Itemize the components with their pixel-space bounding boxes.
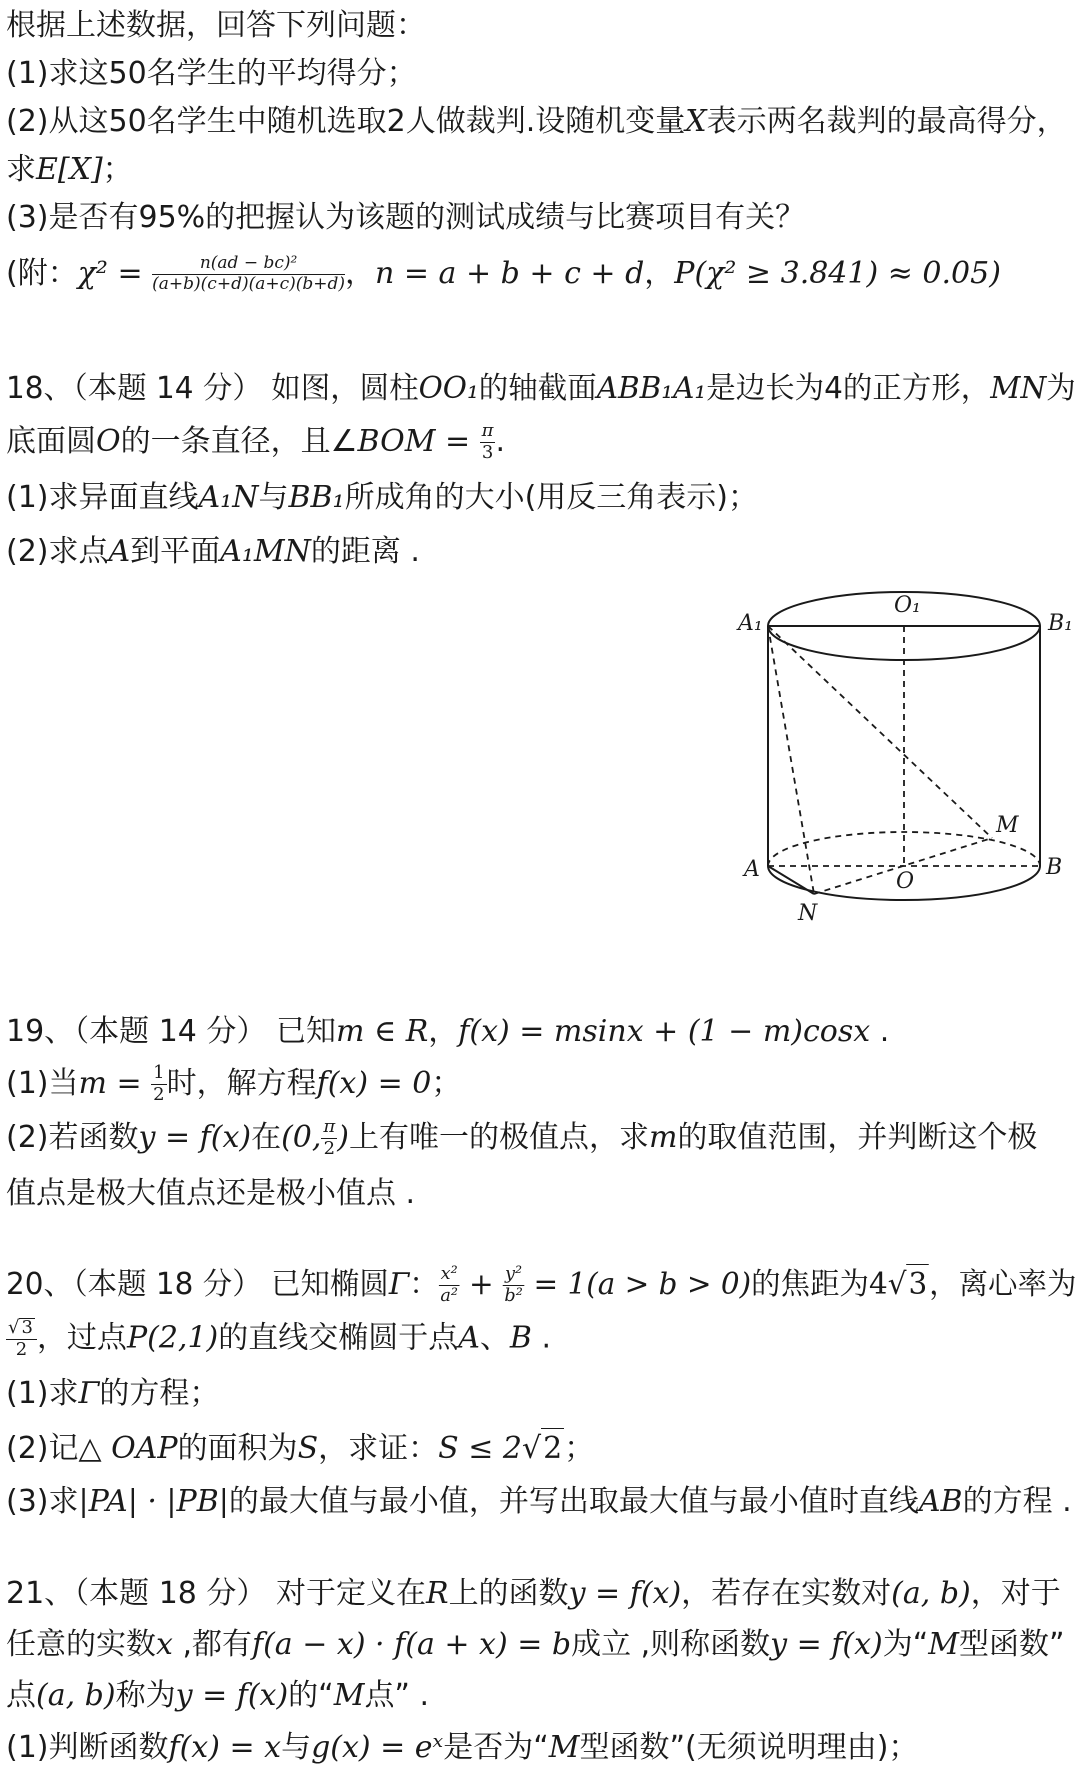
text: 求: [6, 152, 36, 187]
math: f(x) = msinx + (1 − m)cosx: [458, 1014, 871, 1049]
text: (2)记△: [6, 1431, 112, 1466]
text: 根据上述数据，回答下列问题：: [6, 8, 426, 43]
text: 任意的实数: [6, 1627, 156, 1662]
question-19-line: [6, 1064, 461, 1105]
label-A: A: [744, 857, 760, 882]
text: ，: [428, 1014, 459, 1049]
numerator: n(ad − bc)²: [152, 255, 345, 275]
text: (2)从这50名学生中随机选取2人做裁判.设随机变量: [6, 104, 686, 139]
math: = 1(a > b > 0): [524, 1267, 752, 1302]
question-19-line: [6, 1012, 889, 1052]
text: (1)求异面直线: [6, 480, 199, 515]
text: ，离心率为: [929, 1267, 1077, 1302]
radicand: 3: [21, 1317, 33, 1338]
math: m: [648, 1120, 678, 1155]
denominator: 2: [323, 1138, 336, 1159]
text: (1)当: [6, 1066, 79, 1101]
text: ；: [102, 152, 133, 187]
text: 的焦距为: [751, 1267, 869, 1302]
cylinder-figure: [730, 588, 1080, 928]
fraction: [6, 1318, 37, 1360]
radicand: 2: [541, 1428, 564, 1469]
text: 的最大值与最小值，并写出取最大值与最小值时直线: [228, 1484, 919, 1519]
text: 20、（本题 18 分） 已知椭圆: [6, 1267, 389, 1302]
text: 的直线交椭圆于点: [218, 1320, 459, 1356]
label-A1: A₁: [738, 611, 763, 636]
math: y = f(x): [138, 1120, 252, 1155]
math: A₁MN: [220, 534, 311, 569]
question-18-line: [6, 478, 758, 518]
text: 上的函数: [448, 1576, 569, 1611]
fraction: [151, 1064, 166, 1105]
question-20-line: [6, 1264, 1076, 1306]
label-N: N: [798, 901, 818, 926]
label-B1: B₁: [1048, 611, 1073, 636]
text: (附：: [6, 256, 78, 291]
math: f(x) = 0: [316, 1066, 432, 1101]
question-20-line: [6, 1374, 219, 1414]
text: 型函数”: [959, 1627, 1065, 1662]
numerator: π: [323, 1116, 336, 1138]
denominator: a²: [440, 1285, 459, 1306]
text: 的方程；: [99, 1376, 220, 1411]
label-O1: O₁: [894, 593, 921, 618]
math: |PA| · |PB|: [78, 1484, 229, 1519]
text: 到平面: [130, 534, 221, 569]
denominator: 2: [153, 1084, 165, 1105]
text: ，求证：: [318, 1431, 439, 1466]
text: 19、（本题 14 分） 已知: [6, 1014, 336, 1049]
math: MN: [990, 371, 1047, 406]
math: ): [337, 1120, 349, 1155]
question-18-line: [6, 532, 420, 572]
fraction: [480, 422, 496, 463]
text: ，: [644, 256, 675, 291]
text: 值点是极大值点还是极小值点 .: [6, 1176, 416, 1211]
math: m ∈ R: [335, 1014, 429, 1049]
label-O: O: [896, 869, 915, 894]
text: (1)求: [6, 1376, 79, 1411]
math: OAP: [111, 1431, 178, 1466]
question-18-line: [6, 369, 1076, 409]
text: .: [870, 1014, 890, 1049]
math: M: [548, 1730, 580, 1765]
question-20-line: [6, 1318, 551, 1360]
text: 的面积为: [177, 1431, 298, 1466]
question-21-line: [6, 1574, 1061, 1614]
text: ：: [409, 1267, 439, 1302]
math: S: [297, 1431, 319, 1466]
text: 是否为“: [443, 1730, 549, 1765]
text: 的距离 .: [310, 534, 420, 569]
question-21-line: [6, 1676, 429, 1716]
math: P(2,1): [126, 1320, 219, 1356]
text: 的轴截面: [478, 371, 597, 406]
math: Γ: [78, 1376, 100, 1411]
text: (2)若函数: [6, 1120, 139, 1155]
text: 底面圆: [6, 424, 96, 459]
denominator: 3: [481, 442, 494, 463]
math: ABB₁A₁: [596, 371, 707, 406]
text: .: [531, 1320, 552, 1356]
question-21-line: [6, 1625, 1065, 1665]
fraction: [321, 1118, 337, 1159]
math: g(x) = eˣ: [311, 1730, 444, 1765]
text: ，: [345, 256, 376, 291]
math: A: [458, 1320, 480, 1356]
sqrt-sign: √: [521, 1431, 542, 1466]
math: A: [108, 534, 131, 569]
math: (a, b): [36, 1678, 116, 1713]
denominator: 2: [15, 1338, 28, 1360]
question-21-line: [6, 1728, 918, 1768]
math: y = f(x): [568, 1576, 682, 1611]
text: 称为: [115, 1678, 176, 1713]
text: 为: [1046, 371, 1076, 406]
math: OO₁: [418, 371, 479, 406]
question-19-line: [6, 1118, 1037, 1159]
text: ；: [431, 1066, 462, 1101]
text: 所成角的大小(用反三角表示)；: [344, 480, 758, 515]
numerator: [6, 1318, 37, 1340]
math: AB: [918, 1484, 963, 1519]
text: 21、（本题 18 分） 对于定义在: [6, 1576, 426, 1611]
text: 点: [6, 1678, 36, 1713]
math: R: [425, 1576, 449, 1611]
text: 的方程 .: [962, 1484, 1072, 1519]
text: 与: [281, 1730, 312, 1765]
text: ；: [564, 1431, 595, 1466]
text: (3)求: [6, 1484, 79, 1519]
math: M: [333, 1678, 365, 1713]
text: (3)是否有95%的把握认为该题的测试成绩与比赛项目有关？: [6, 200, 806, 235]
text-line: [6, 54, 417, 94]
numerator: 1: [153, 1062, 165, 1084]
math: +: [459, 1267, 504, 1302]
math: y = f(x): [770, 1627, 883, 1662]
math: BOM =: [357, 424, 480, 459]
text-line: [6, 198, 805, 238]
math: Γ: [388, 1267, 410, 1302]
denominator: b²: [504, 1285, 523, 1306]
sqrt-sign: √: [887, 1267, 907, 1302]
text: 的“: [288, 1678, 334, 1713]
text: (2)求点: [6, 534, 109, 569]
question-18-line: [6, 422, 505, 463]
label-M: M: [996, 813, 1019, 838]
text: 上有唯一的极值点，求: [348, 1120, 649, 1155]
text: 、: [479, 1320, 510, 1356]
text-line: [6, 102, 1067, 142]
text: 时，解方程: [166, 1066, 317, 1101]
text: ，对于: [970, 1576, 1061, 1611]
math: f(a − x) · f(a + x) = b: [252, 1627, 572, 1662]
fraction: [503, 1265, 524, 1306]
text: 的一条直径，且∠: [120, 424, 358, 459]
text: ，过点: [36, 1320, 127, 1356]
question-20-line: [6, 1482, 1072, 1522]
text: 的取值范围，并判断这个极: [677, 1120, 1038, 1155]
text: ，若存在实数对: [681, 1576, 892, 1611]
math: BB₁: [288, 480, 345, 515]
math: n = a + b + c + d: [375, 256, 645, 291]
question-19-line: [6, 1174, 415, 1214]
math: O: [96, 424, 121, 459]
text: ,都有: [172, 1627, 252, 1662]
math: (0,: [281, 1120, 322, 1155]
segment-AN: [768, 866, 814, 894]
text: (1)判断函数: [6, 1730, 169, 1765]
math: χ² =: [77, 256, 153, 291]
label-B: B: [1046, 855, 1063, 880]
text: 型函数”(无须说明理由)；: [579, 1730, 919, 1765]
text: 成立 ,则称函数: [571, 1627, 771, 1662]
radicand: 3: [906, 1264, 929, 1305]
fraction: [439, 1265, 460, 1306]
denominator: (a+b)(c+d)(a+c)(b+d): [152, 274, 346, 294]
text: 为“: [882, 1627, 929, 1662]
math: S ≤ 2: [438, 1431, 522, 1466]
math: 4: [868, 1267, 888, 1302]
numerator: π: [481, 420, 494, 442]
math: M: [928, 1627, 960, 1662]
math: m =: [78, 1066, 152, 1101]
text-line: [6, 150, 133, 190]
sqrt-sign: √: [8, 1317, 20, 1338]
math: f(x) = x: [168, 1730, 282, 1765]
question-20-line: [6, 1428, 594, 1469]
text: 表示两名裁判的最高得分，: [706, 104, 1067, 139]
text: (1)求这50名学生的平均得分；: [6, 56, 417, 91]
math: y = f(x): [175, 1678, 289, 1713]
math: X: [685, 104, 707, 139]
text: 是边长为4的正方形，: [706, 371, 991, 406]
numerator: x²: [440, 1263, 458, 1285]
text: .: [495, 424, 506, 459]
segment-A1N: [768, 626, 814, 894]
fraction: [152, 255, 345, 294]
math: P(χ² ≥ 3.841) ≈ 0.05): [674, 256, 1001, 291]
text: 在: [251, 1120, 282, 1155]
numerator: y²: [505, 1263, 523, 1285]
text: 点” .: [364, 1678, 430, 1713]
text-line: [6, 6, 426, 46]
math: (a, b): [891, 1576, 971, 1611]
math: B: [509, 1320, 532, 1356]
math: A₁N: [198, 480, 259, 515]
text: 与: [258, 480, 289, 515]
math: E[X]: [36, 152, 103, 187]
text: 18、（本题 14 分） 如图，圆柱: [6, 371, 419, 406]
math: x: [156, 1627, 173, 1662]
formula-line: [6, 254, 1001, 294]
